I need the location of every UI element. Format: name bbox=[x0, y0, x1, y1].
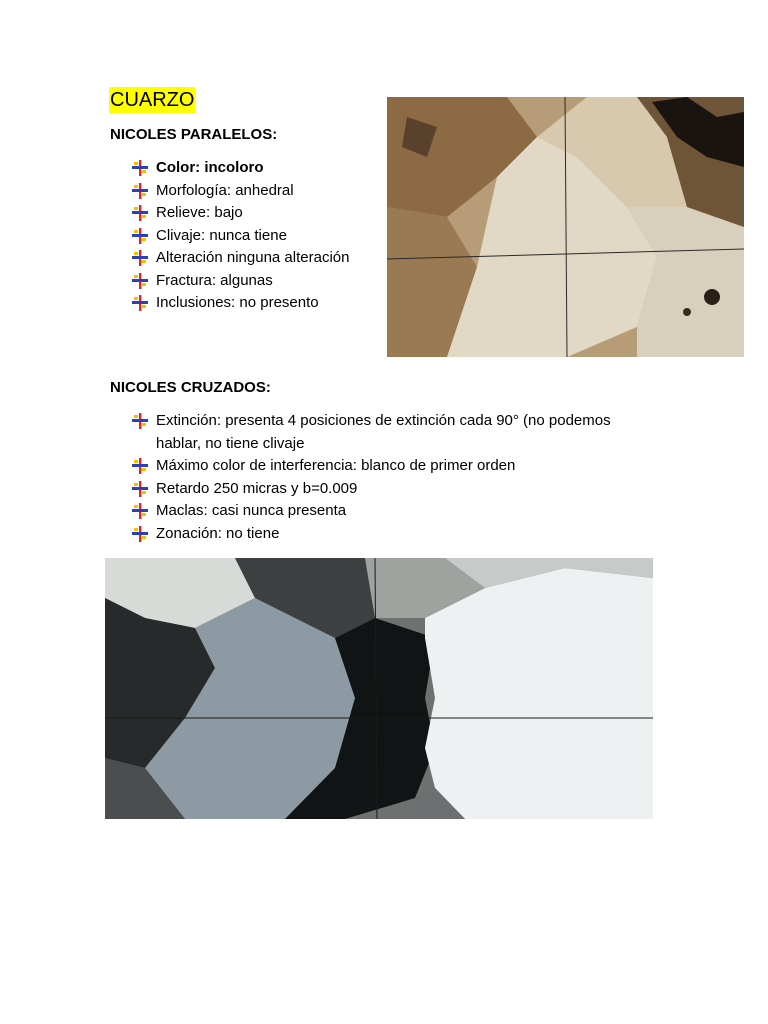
plus-cross-bullet-icon bbox=[132, 228, 148, 244]
list-item: Retardo 250 micras y b=0.009 bbox=[132, 478, 611, 501]
parallel-heading: NICOLES PARALELOS: bbox=[110, 126, 278, 143]
crossed-list bbox=[132, 410, 611, 545]
list-item: Color: incoloro bbox=[132, 157, 349, 180]
plus-cross-bullet-icon bbox=[132, 295, 148, 311]
list-item: Maclas: casi nunca presenta bbox=[132, 500, 611, 523]
list-item: Extinción: presenta 4 posiciones de extinción cada 90° (no podemos bbox=[132, 410, 611, 433]
page-title: CUARZO bbox=[110, 89, 195, 111]
plus-cross-bullet-icon bbox=[132, 458, 148, 474]
list-item: Fractura: algunas bbox=[132, 270, 349, 293]
plus-cross-bullet-icon bbox=[132, 205, 148, 221]
list-item: Inclusiones: no presento bbox=[132, 292, 349, 315]
plus-cross-bullet-icon bbox=[132, 413, 148, 429]
plus-cross-bullet-icon bbox=[132, 526, 148, 542]
list-item: Morfología: anhedral bbox=[132, 180, 349, 203]
plus-cross-bullet-icon bbox=[132, 273, 148, 289]
micrograph-crossed-nicols bbox=[105, 558, 653, 819]
list-item-continuation: hablar, no tiene clivaje bbox=[156, 434, 305, 452]
micrograph-parallel-nicols bbox=[387, 97, 744, 357]
list-item: Zonación: no tiene bbox=[132, 523, 611, 546]
plus-cross-bullet-icon bbox=[132, 250, 148, 266]
parallel-list bbox=[132, 157, 349, 315]
list-item: Máximo color de interferencia: blanco de primer orden bbox=[132, 455, 611, 478]
plus-cross-bullet-icon bbox=[132, 160, 148, 176]
crossed-heading: NICOLES CRUZADOS: bbox=[110, 379, 271, 396]
plus-cross-bullet-icon bbox=[132, 503, 148, 519]
list-item: Clivaje: nunca tiene bbox=[132, 225, 349, 248]
plus-cross-bullet-icon bbox=[132, 481, 148, 497]
list-item: Relieve: bajo bbox=[132, 202, 349, 225]
list-item: Alteración ninguna alteración bbox=[132, 247, 349, 270]
plus-cross-bullet-icon bbox=[132, 183, 148, 199]
